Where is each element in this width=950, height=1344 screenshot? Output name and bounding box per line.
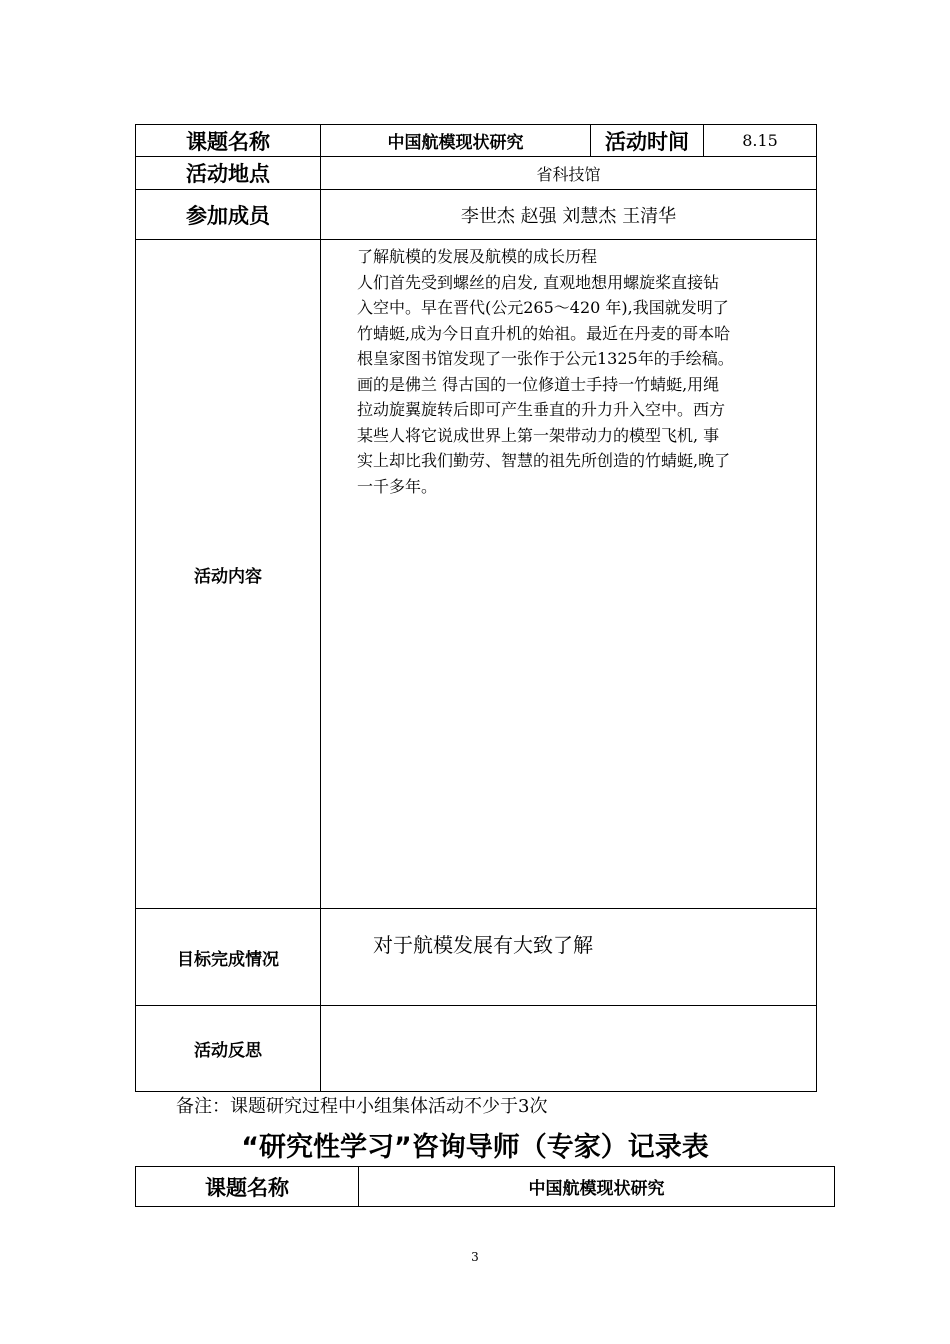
goal-row — [136, 909, 817, 1006]
page-number: 3 — [471, 1250, 479, 1264]
content-line: 画的是佛兰 得古国的一位修道士手持一竹蜻蜓,用绳 — [357, 374, 720, 394]
content-text — [321, 240, 817, 909]
reflection-row — [136, 1006, 817, 1092]
content-line: 人们首先受到螺丝的启发, 直观地想用螺旋桨直接钻 — [357, 272, 720, 292]
activity-note: 备注：课题研究过程中小组集体活动不少于3次 — [176, 1096, 548, 1117]
reflection-label: 活动反思 — [136, 1006, 321, 1092]
content-line: 了解航模的发展及航模的成长历程 — [357, 247, 598, 266]
members-value: 李世杰 赵强 刘慧杰 王清华 — [321, 190, 817, 240]
content-line: 某些人将它说成世界上第一架带动力的模型飞机, 事 — [357, 425, 720, 445]
consult-topic-value: 中国航模现状研究 — [359, 1167, 835, 1207]
location-label: 活动地点 — [136, 157, 321, 190]
content-line: 拉动旋翼旋转后即可产生垂直的升力升入空中。西方 — [357, 400, 726, 419]
content-line: 根皇家图书馆发现了一张作于公元1325年的手绘稿。 — [357, 349, 734, 368]
content-line: 竹蜻蜓,成为今日直升机的始祖。最近在丹麦的哥本哈 — [357, 323, 731, 343]
goal-value: 对于航模发展有大致了解 — [321, 909, 817, 1006]
consult-topic-row — [136, 1167, 835, 1207]
topic-value: 中国航模现状研究 — [321, 125, 591, 157]
content-label: 活动内容 — [136, 240, 321, 909]
topic-row — [136, 125, 817, 157]
location-value: 省科技馆 — [321, 157, 817, 190]
members-row — [136, 190, 817, 240]
consultation-record-table — [135, 1166, 835, 1207]
content-row — [136, 240, 817, 909]
activity-record-table — [135, 124, 817, 1092]
content-line: 实上却比我们勤劳、智慧的祖先所创造的竹蜻蜓,晚了 — [357, 451, 731, 470]
section-title: “研究性学习”咨询导师（专家）记录表 — [241, 1132, 709, 1163]
location-row — [136, 157, 817, 190]
members-label: 参加成员 — [136, 190, 321, 240]
activity-time-label: 活动时间 — [591, 125, 704, 157]
content-line: 入空中。早在晋代(公元265～420 年),我国就发明了 — [357, 298, 729, 317]
topic-label: 课题名称 — [136, 125, 321, 157]
content-line: 一千多年。 — [357, 476, 438, 496]
activity-time-value: 8.15 — [704, 125, 817, 157]
reflection-value — [321, 1006, 817, 1092]
goal-label: 目标完成情况 — [136, 909, 321, 1006]
consult-topic-label: 课题名称 — [136, 1167, 359, 1207]
